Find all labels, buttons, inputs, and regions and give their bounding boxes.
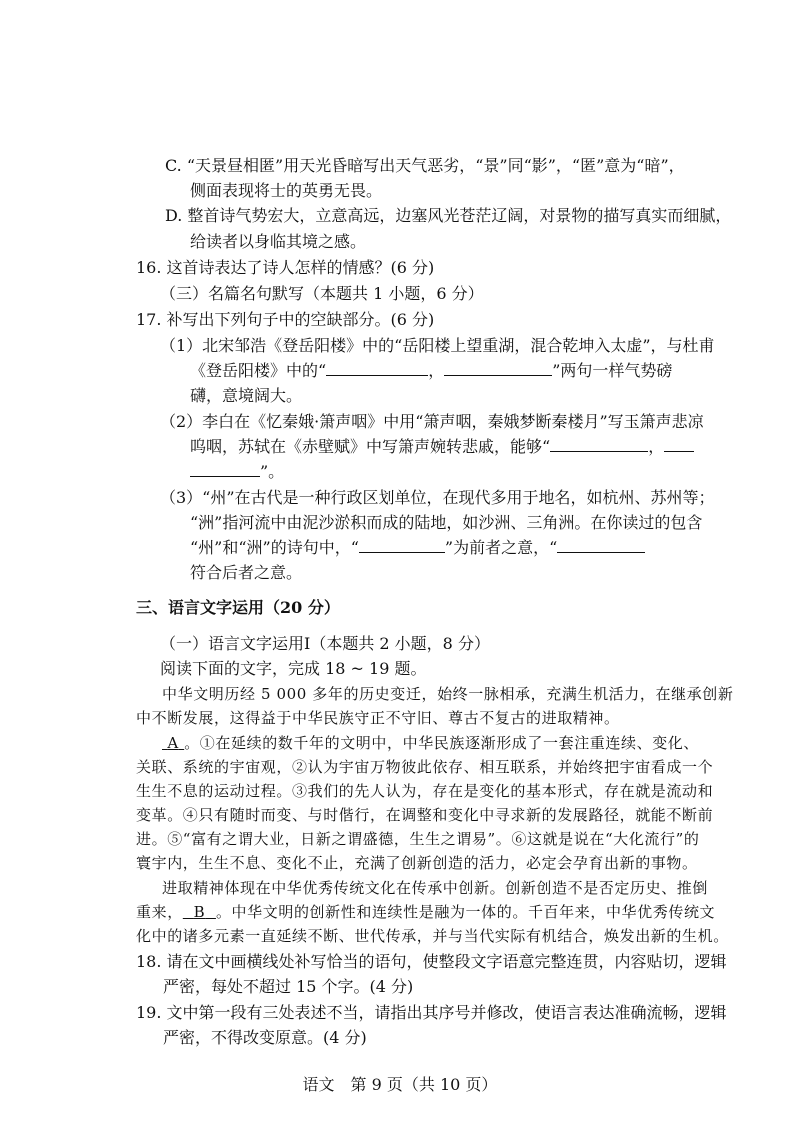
q17-item2-line2 — [190, 437, 694, 457]
question-17-stem: 17. 补写出下列句子中的空缺部分。(6 分) — [136, 310, 435, 329]
q17-item2-text-a: 呜咽，苏轼在《赤壁赋》中写箫声婉转悲戚，能够“ — [190, 437, 551, 456]
q17-item1-line2 — [190, 361, 672, 381]
answer-blank[interactable] — [190, 462, 260, 477]
question-19-line2: 严密，不得改变原意。(4 分) — [163, 1028, 367, 1047]
q17-item1-line1: （1）北宋邹浩《登岳阳楼》中的“岳阳楼上望重湖，混合乾坤入太虚”，与杜甫 — [160, 336, 715, 355]
q17-item2-text-b: ， — [648, 437, 665, 456]
q17-item3-text-b: ”为前者之意，“ — [444, 538, 558, 557]
q17-item1-line3: 礴，意境阔大。 — [190, 386, 303, 405]
option-d-line2: 给读者以身临其境之感。 — [190, 232, 367, 251]
q17-item1-text-a: 《登岳阳楼》中的“ — [190, 361, 327, 380]
passage-p2-text: 。①在延续的数千年的文明中，中华民族逐渐形成了一套注重连续、变化、 — [184, 734, 699, 752]
page-footer: 语文 第 9 页（共 10 页） — [302, 1075, 498, 1094]
q17-item3-line1: （3）“州”在古代是一种行政区划单位，在现代多用于地名，如杭州、苏州等； — [160, 488, 715, 507]
q17-item2-line3 — [190, 462, 284, 482]
passage-p2-line3: 生生不息的运动过程。③我们的先人认为，存在是变化的基本形式，存在就是流动和 — [136, 782, 714, 800]
q17-item1-text-b: ， — [428, 361, 445, 380]
q17-item2-text-c: ”。 — [260, 462, 285, 481]
question-19-line1: 19. 文中第一段有三处表述不当，请指出其序号并修改，使语言表达准确流畅，逻辑 — [136, 1003, 727, 1022]
q17-item1-text-c: ”两句一样气势磅 — [552, 361, 673, 380]
option-c-line1: C. “天景昼相匿”用天光昏暗写出天气恶劣，“景”同“影”，“匿”意为“暗”， — [165, 156, 685, 175]
passage-p2-line4: 变革。④只有随时而变、与时偕行，在调整和变化中寻求新的发展路径，就能不断前 — [136, 806, 714, 824]
answer-blank[interactable] — [326, 361, 428, 376]
q17-item3-line2: “洲”指河流中由泥沙淤积而成的陆地，如沙洲、三角洲。在你读过的包含 — [190, 513, 703, 532]
answer-blank[interactable] — [359, 538, 445, 553]
passage-p2-line6: 寰宇内，生生不息、变化不止，充满了创新创造的活力，必定会孕育出新的事物。 — [136, 854, 698, 872]
passage-p3-text-a: 重来， — [136, 903, 183, 921]
passage-p3-line1: 进取精神体现在中华优秀传统文化在传承中创新。创新创造不是否定历史、推倒 — [162, 879, 709, 897]
question-16: 16. 这首诗表达了诗人怎样的情感？(6 分) — [136, 258, 435, 277]
q17-item3-text-a: “州”和“洲”的诗句中，“ — [190, 538, 359, 557]
answer-blank[interactable] — [444, 361, 552, 376]
section-heading-3: （三）名篇名句默写（本题共 1 小题，6 分） — [160, 284, 484, 303]
option-c-line2: 侧面表现将士的英勇无畏。 — [190, 181, 383, 200]
passage-p1-line1: 中华文明历经 5 000 多年的历史变迁，始终一脉相承，充满生机活力，在继承创新 — [162, 685, 734, 703]
q17-item2-line1: （2）李白在《忆秦娥·箫声咽》中用“箫声咽，秦娥梦断秦楼月”写玉箫声悲凉 — [160, 412, 704, 431]
passage-p1-line2: 中不断发展，这得益于中华民族守正不守旧、尊古不复古的进取精神。 — [136, 709, 620, 727]
subsection-heading: （一）语言文字运用Ⅰ（本题共 2 小题，8 分） — [160, 634, 490, 653]
answer-blank[interactable] — [557, 538, 645, 553]
option-d-line1: D. 整首诗气势宏大，立意高远，边塞风光苍茫辽阔，对景物的描写真实而细腻， — [165, 206, 732, 225]
part-3-heading: 三、语言文字运用（20 分） — [136, 598, 340, 617]
passage-p2-line1 — [162, 733, 699, 753]
passage-p2-line2: 关联、系统的宇宙观，②认为宇宙万物彼此依存、相互联系，并始终把宇宙看成一个 — [136, 758, 714, 776]
blank-b-marker[interactable]: B — [193, 903, 206, 921]
passage-p3-text-b: 。中华文明的创新性和连续性是融为一体的。千百年来，中华优秀传统文 — [215, 903, 716, 921]
reading-instruction: 阅读下面的文字，完成 18 ~ 19 题。 — [160, 659, 427, 678]
passage-p3-line2 — [136, 902, 715, 922]
passage-p2-line5: 进。⑤“富有之谓大业，日新之谓盛德，生生之谓易”。⑥这就是说在“大化流行”的 — [136, 830, 700, 848]
answer-blank[interactable] — [664, 437, 694, 452]
q17-item3-line4: 符合后者之意。 — [190, 563, 303, 582]
q17-item3-line3 — [190, 538, 645, 558]
passage-p3-line3: 化中的诸多元素一直延续不断、世代传承，并与当代实际有机结合，焕发出新的生机。 — [136, 927, 729, 945]
question-18-line1: 18. 请在文中画横线处补写恰当的语句，使整段文字语意完整连贯，内容贴切，逻辑 — [136, 952, 727, 971]
answer-blank[interactable] — [550, 437, 648, 452]
blank-a-marker[interactable]: A — [167, 734, 179, 752]
question-18-line2: 严密，每处不超过 15 个字。(4 分) — [163, 977, 414, 996]
